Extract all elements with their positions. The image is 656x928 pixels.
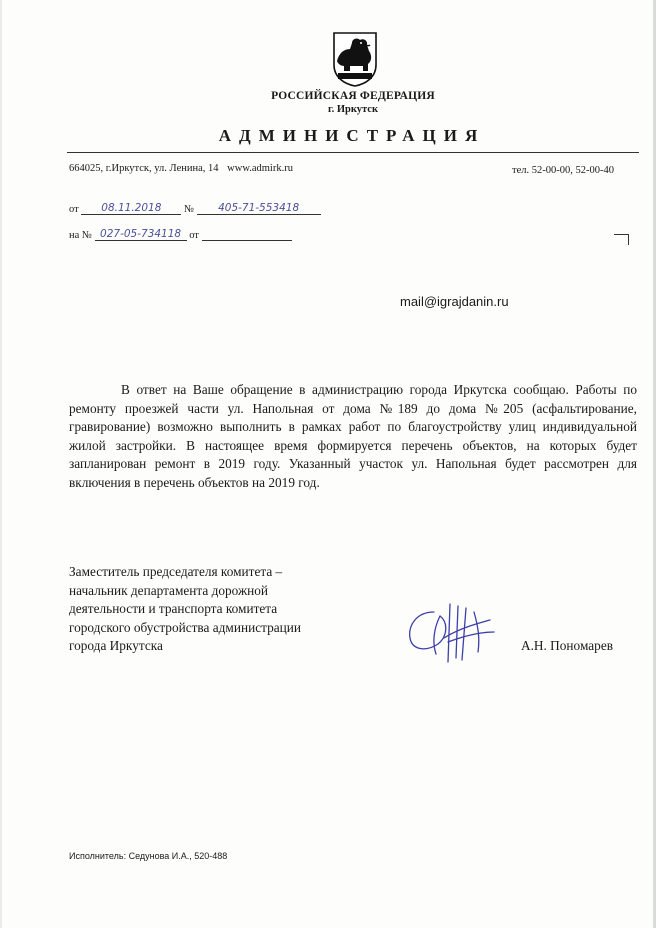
reply-prefix: на № (69, 230, 92, 241)
incoming-reference (69, 228, 292, 241)
recipient-email: mail@igrajdanin.ru (400, 294, 509, 309)
reply-number: 027-05-734118 (95, 228, 187, 241)
address-corner-mark (614, 234, 629, 245)
website-link[interactable]: www.admirk.ru (227, 163, 293, 174)
signatory-title-line: Заместитель председателя комитета – (69, 564, 283, 579)
signatory-title-line: города Иркутска (69, 638, 163, 653)
reply-date-blank (202, 228, 292, 241)
signatory-name: А.Н. Пономарев (521, 638, 613, 653)
signatory-title-line: городского обустройства администрации (69, 619, 301, 635)
postal-address: 664025, г.Иркутск, ул. Ленина, 14 (69, 163, 219, 174)
city-title: г. Иркутск (328, 104, 378, 115)
organization-title: АДМИНИСТРАЦИЯ (218, 126, 486, 145)
outgoing-date: 08.11.2018 (81, 202, 181, 215)
phone-numbers: тел. 52-00-00, 52-00-40 (512, 165, 614, 176)
date-prefix: от (69, 204, 79, 215)
coat-of-arms-icon (332, 31, 378, 87)
number-prefix: № (183, 204, 194, 215)
address-line (69, 163, 293, 174)
letter-body: В ответ на Ваше обращение в администрацию города Иркутска сообщаю. Работы по ремонту проезжей части ул. Напольная от дома №189 до дома №205 (асфальтирование, гравирование) возможно выполнить в рамках работ по благоустройству улиц индивидуальной жилой застройки. В настоящее время формируется перечень объектов, на которых будет запланирован ремонт в 2019 году. Указанный участок ул. Напольная будет рассмотрен для включения в перечень объектов на 2019 год. (69, 382, 637, 490)
signatory-title (69, 563, 379, 656)
handwritten-signature (404, 598, 498, 664)
country-title: РОССИЙСКАЯ ФЕДЕРАЦИЯ (271, 90, 435, 102)
signatory-title-line: начальник департамента дорожной (69, 582, 269, 598)
outgoing-registration (69, 202, 321, 215)
executor-note: Исполнитель: Седунова И.А., 520-488 (69, 851, 228, 861)
outgoing-number: 405-71-553418 (197, 202, 321, 215)
signatory-title-line: деятельности и транспорта комитета (69, 601, 278, 616)
reply-date-prefix: от (189, 230, 199, 241)
header-divider (67, 152, 639, 153)
